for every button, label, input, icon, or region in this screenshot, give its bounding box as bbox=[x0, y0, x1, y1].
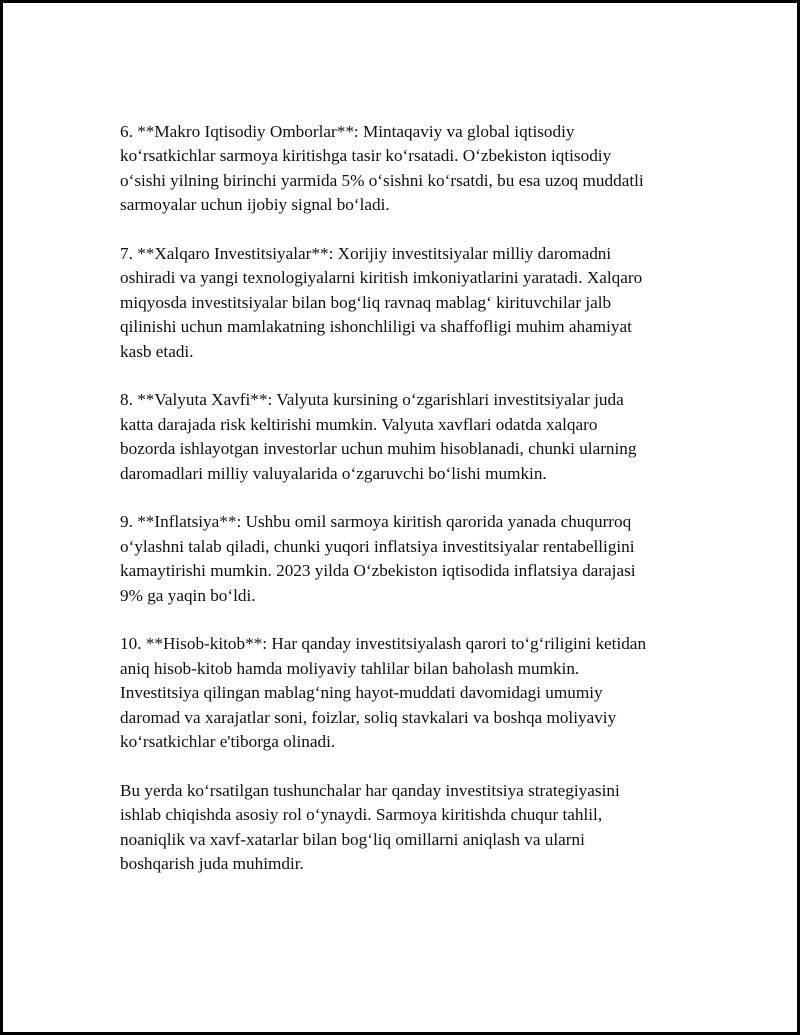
paragraph-conclusion: Bu yerda koʻrsatilgan tushunchalar har qanday investitsiya strategiyasini ishlab chiqishda asosiy rol oʻynaydi. Sarmoya kiritishda chuqur tahlil, noaniqlik va xavf-xatarlar bilan bogʻliq omillarni aniqlash va ularni boshqarish juda muhimdir. bbox=[120, 780, 620, 874]
paragraph-macro-economic: 6. **Makro Iqtisodiy Omborlar**: Mintaqaviy va global iqtisodiy koʻrsatkichlar sarmoya kiritishga tasir koʻrsatadi. Oʻzbekiston iqtisodiy oʻsishi yilning birinchi yarmida 5% oʻsishni koʻrsatdi, bu esa uzoq muddatli sarmoyalar uchun ijobiy signal boʻladi. bbox=[120, 122, 644, 215]
paragraph-international-investments: 7. **Xalqaro Investitsiyalar**: Xorijiy investitsiyalar milliy daromadni oshiradi va yangi texnologiyalarni kiritish imkoniyatlarini yaratadi. Xalqaro miqyosda investitsiyalar bilan bogʻliq ravnaq mablagʻ kirituvchilar jalb qilinishi uchun mamlakatning ishonchliligi va shaffofligi muhim ahamiyat kasb etadi. bbox=[120, 244, 643, 361]
document-body bbox=[120, 120, 705, 901]
paragraph-currency-risk: 8. **Valyuta Xavfi**: Valyuta kursining oʻzgarishlari investitsiyalar juda katta darajada risk keltirishi mumkin. Valyuta xavflari odatda xalqaro bozorda ishlayotgan investorlar uchun muhim hisoblanadi, chunki ularning daromadlari milliy valuyalarida oʻzgaruvchi boʻlishi mumkin. bbox=[120, 390, 637, 483]
paragraph-calculation: 10. **Hisob-kitob**: Har qanday investitsiyalash qarori toʻgʻriligini ketidan aniq hisob-kitob hamda moliyaviy tahlilar bilan baholash mumkin. Investitsiya qilingan mablagʻning hayot-muddati davomidagi umumiy daromad va xarajatlar soni, foizlar, soliq stavkalari va boshqa moliyaviy koʻrsatkichlar e'tiborga olinadi. bbox=[120, 634, 647, 752]
paragraph-inflation: 9. **Inflatsiya**: Ushbu omil sarmoya kiritish qarorida yanada chuqurroq oʻylashni talab qiladi, chunki yuqori inflatsiya investitsiyalar rentabelligini kamaytirishi mumkin. 2023 yilda Oʻzbekiston iqtisodida inflatsiya darajasi 9% ga yaqin boʻldi. bbox=[120, 512, 636, 605]
